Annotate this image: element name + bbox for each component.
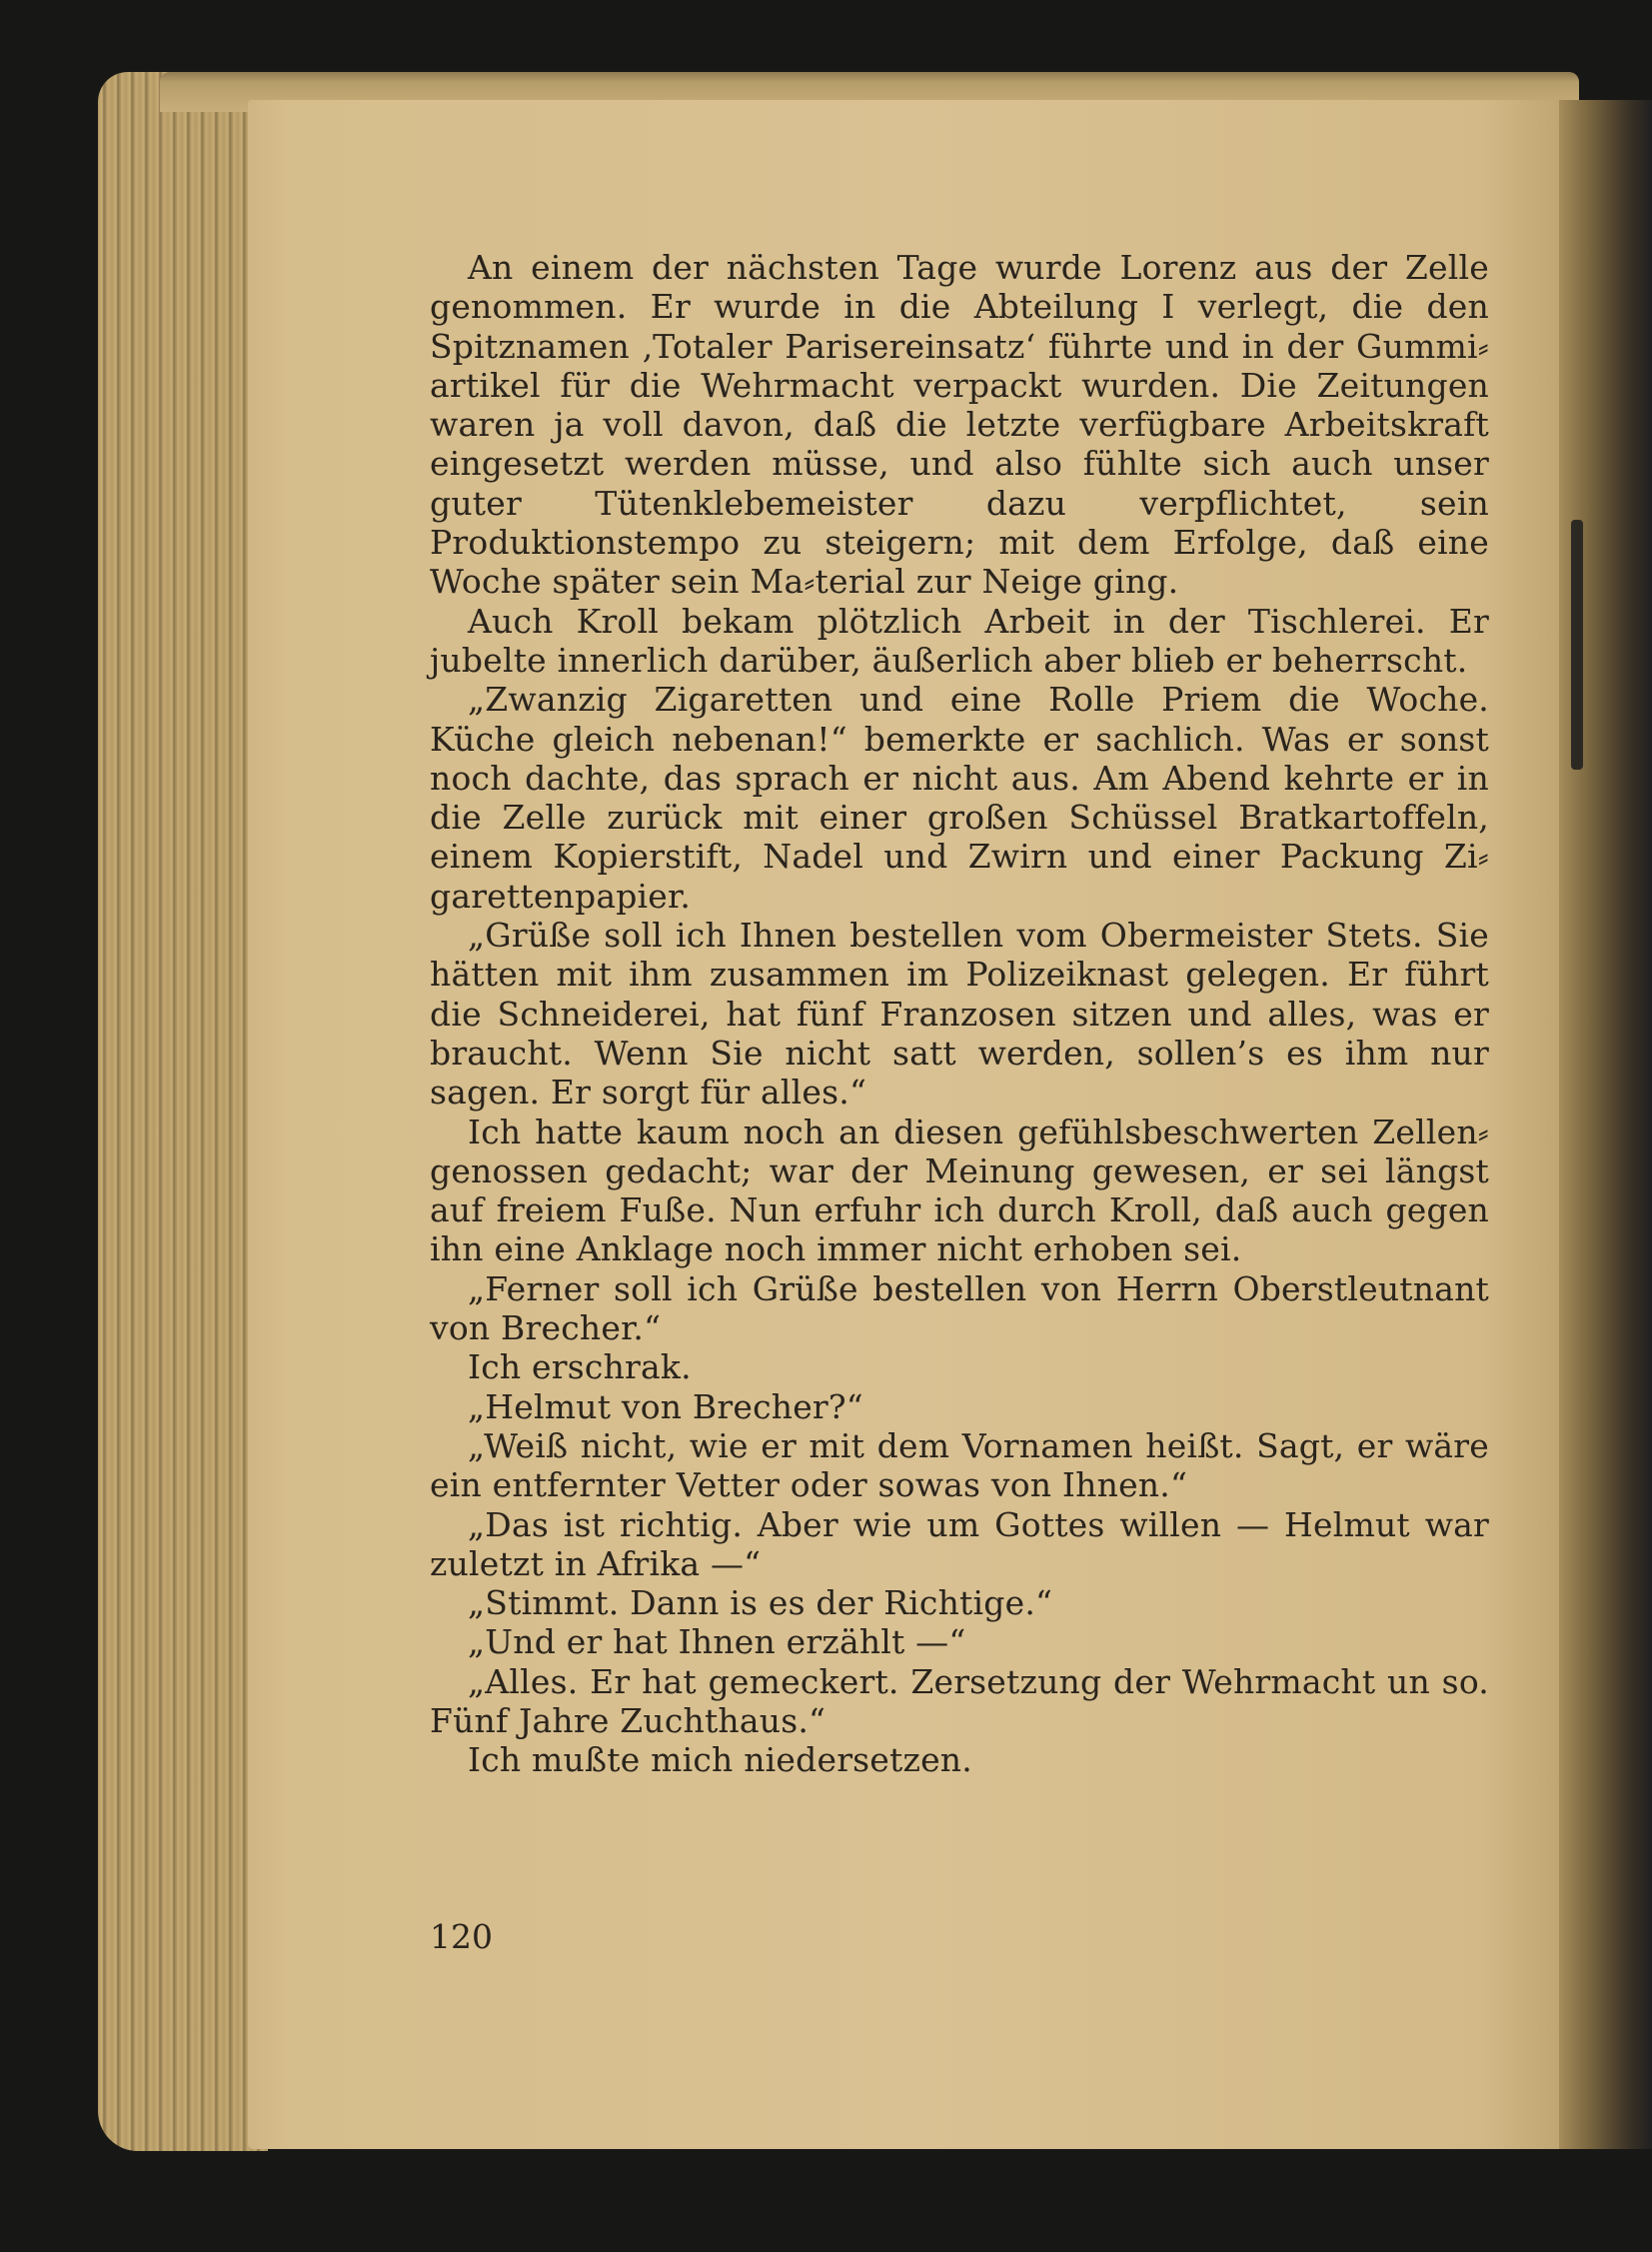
paragraph: „Und er hat Ihnen erzählt —“ [468, 1622, 966, 1662]
paragraph: „Grüße soll ich Ihnen bestellen vom Obermeister Stets. Sie hätten mit ihm zusammen im Polizeiknast gelegen. Er führt die Schneiderei, hat fünf Franzosen sitzen und alles, was er braucht. Wenn Sie nicht satt werden, sollen’s es ihm nur sagen. Er sorgt für alles.“ [430, 916, 1489, 1113]
paragraph: „Ferner soll ich Grüße bestellen von Herrn Oberstleutnant von Brecher.“ [430, 1268, 1489, 1348]
paragraph: Ich hatte kaum noch an diesen gefühlsbeschwerten Zellen⸗genossen gedacht; war der Meinung gewesen, er sei längst auf freiem Fuße. Nun erfuhr ich durch Kroll, daß auch gegen ihn eine Anklage noch immer nicht erhoben sei. [430, 1112, 1489, 1269]
page-edges [98, 72, 268, 2151]
book-gutter [1559, 100, 1652, 2149]
spine-shadow [1571, 520, 1583, 770]
paragraph: „Zwanzig Zigaretten und eine Rolle Priem die Woche. Küche gleich nebenan!“ bemerkte er sachlich. Was er sonst noch dachte, das sprach er nicht aus. Am Abend kehrte er in die Zelle zurück mit einer großen Schüssel Bratkartoffeln, einem Kopierstift, Nadel und Zwirn und einer Packung Zi⸗garettenpapier. [430, 680, 1489, 916]
body-text [430, 248, 1489, 1780]
paragraph: „Das ist richtig. Aber wie um Gottes willen — Helmut war zuletzt in Afrika —“ [430, 1504, 1489, 1583]
paragraph: Ich mußte mich niedersetzen. [468, 1740, 972, 1780]
paragraph: „Alles. Er hat gemeckert. Zersetzung der Wehrmacht un so. Fünf Jahre Zuchthaus.“ [430, 1661, 1489, 1740]
paragraph: „Weiß nicht, wie er mit dem Vornamen heißt. Sagt, er wäre ein entfernter Vetter oder sowas von Ihnen.“ [430, 1425, 1489, 1505]
paragraph: Ich erschrak. [468, 1347, 692, 1387]
page-number: 120 [430, 1917, 493, 1956]
paragraph: „Stimmt. Dann is es der Richtige.“ [468, 1583, 1053, 1623]
paragraph: Auch Kroll bekam plötzlich Arbeit in der Tischlerei. Er jubelte innerlich darüber, äußerlich aber blieb er beherrscht. [430, 601, 1489, 680]
paragraph: An einem der nächsten Tage wurde Lorenz aus der Zelle genommen. Er wurde in die Abteilung I verlegt, die den Spitznamen ‚Totaler Parisereinsatz‘ führte und in der Gummi⸗artikel für die Wehrmacht verpackt wurden. Die Zeitungen waren ja voll davon, daß die letzte verfügbare Arbeitskraft eingesetzt werden müsse, und also fühlte sich auch unser guter Tütenklebemeister dazu verpflichtet, sein Produktionstempo zu steigern; mit dem Erfolge, daß eine Woche später sein Ma⸗terial zur Neige ging. [430, 248, 1489, 602]
paragraph: „Helmut von Brecher?“ [468, 1386, 863, 1426]
